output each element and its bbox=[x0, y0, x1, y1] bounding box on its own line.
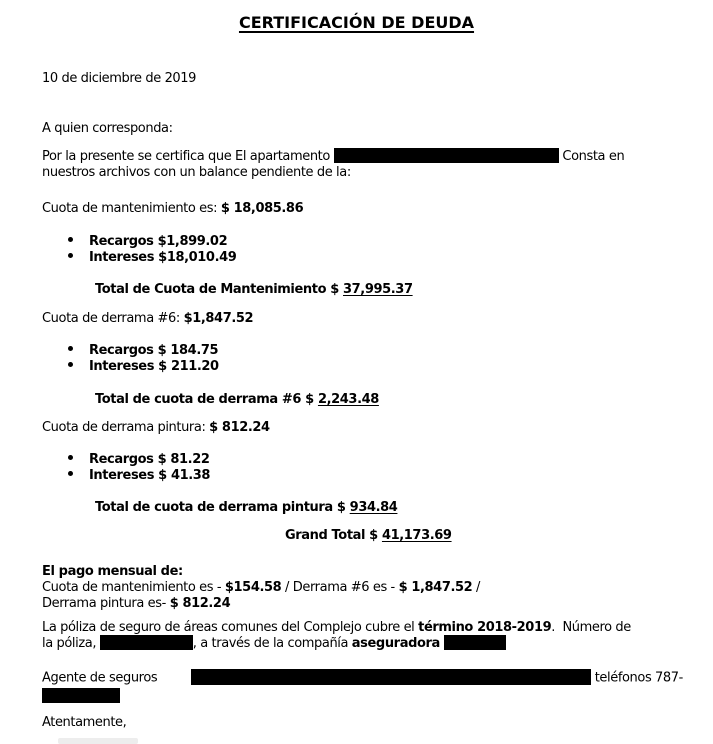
redaction-bar-insurance-company bbox=[444, 635, 506, 650]
insurance-aseguradora: aseguradora bbox=[351, 636, 440, 651]
maintenance-bullet-intereses bbox=[68, 250, 236, 266]
monthly-amount: $154.58 bbox=[224, 580, 282, 595]
pintura-bullet-recargos bbox=[68, 452, 210, 468]
insurance-term: término 2018-2019 bbox=[418, 620, 552, 635]
monthly-line-1 bbox=[42, 580, 480, 596]
bullet-text: Recargos $ 184.75 bbox=[89, 343, 219, 358]
total-amount: 2,243.48 bbox=[317, 392, 379, 407]
intro-line-2: nuestros archivos con un balance pendiente de la: bbox=[42, 165, 351, 180]
agent-text: teléfonos 787- bbox=[590, 670, 683, 686]
maintenance-total bbox=[95, 282, 413, 298]
monthly-title: El pago mensual de: bbox=[42, 564, 183, 579]
signature-faint-remnant bbox=[58, 738, 138, 744]
derrama6-header-label: Cuota de derrama #6: bbox=[42, 311, 184, 326]
bullet-text: Intereses $18,010.49 bbox=[89, 250, 237, 265]
total-label: Total de Cuota de Mantenimiento $ bbox=[95, 282, 343, 297]
redaction-bar-agent-name bbox=[191, 669, 591, 685]
redaction-bar-policy-number bbox=[100, 635, 193, 650]
bullet-text: Recargos $1,899.02 bbox=[89, 234, 228, 249]
pintura-header bbox=[42, 420, 270, 436]
insurance-text: la póliza, bbox=[42, 636, 100, 651]
grand-total-amount: 41,173.69 bbox=[381, 528, 452, 543]
insurance-text: La póliza de seguro de áreas comunes del Complejo cubre el bbox=[42, 620, 419, 635]
intro-text-post: Consta en bbox=[558, 149, 625, 164]
total-label: Total de cuota de derrama pintura $ bbox=[95, 500, 350, 515]
derrama6-bullet-recargos bbox=[68, 343, 218, 359]
monthly-amount: $ 1,847.52 bbox=[398, 580, 473, 595]
redaction-bar-agent-phone bbox=[42, 688, 120, 703]
document-date: 10 de diciembre de 2019 bbox=[42, 71, 197, 86]
insurance-line-2 bbox=[42, 636, 506, 652]
maintenance-bullet-recargos bbox=[68, 234, 227, 250]
grand-total-label: Grand Total $ bbox=[285, 528, 382, 543]
bullet-text: Intereses $ 211.20 bbox=[89, 359, 219, 374]
agent-line bbox=[42, 670, 683, 687]
monthly-text: / bbox=[472, 580, 481, 595]
total-label: Total de cuota de derrama #6 $ bbox=[95, 392, 318, 407]
bullet-icon bbox=[68, 253, 73, 258]
maintenance-header bbox=[42, 201, 303, 217]
insurance-text: , a través de la compañía bbox=[192, 636, 352, 651]
insurance-text: . Número de bbox=[551, 620, 631, 635]
derrama6-header-amount: $1,847.52 bbox=[183, 311, 254, 326]
derrama6-header bbox=[42, 311, 253, 327]
monthly-text: Derrama pintura es- bbox=[42, 596, 170, 611]
bullet-icon bbox=[68, 237, 73, 242]
closing: Atentamente, bbox=[42, 715, 127, 730]
pintura-total bbox=[95, 500, 397, 516]
monthly-amount: $ 812.24 bbox=[169, 596, 231, 611]
pintura-header-amount: $ 812.24 bbox=[209, 420, 270, 435]
intro-line-1 bbox=[42, 149, 624, 165]
maintenance-header-amount: $ 18,085.86 bbox=[220, 201, 304, 216]
total-amount: 37,995.37 bbox=[343, 282, 413, 297]
bullet-icon bbox=[68, 346, 73, 351]
bullet-icon bbox=[68, 455, 73, 460]
salutation: A quien corresponda: bbox=[42, 121, 173, 136]
maintenance-header-label: Cuota de mantenimiento es: bbox=[42, 201, 221, 216]
insurance-line-1 bbox=[42, 620, 631, 636]
derrama6-bullet-intereses bbox=[68, 359, 219, 375]
derrama6-total bbox=[95, 392, 379, 408]
bullet-text: Recargos $ 81.22 bbox=[89, 452, 210, 467]
redaction-bar-apartment bbox=[334, 148, 559, 163]
monthly-line-2 bbox=[42, 596, 230, 612]
document-title: CERTIFICACIÓN DE DEUDA bbox=[238, 13, 475, 32]
monthly-text: / Derrama #6 es - bbox=[281, 580, 399, 595]
grand-total bbox=[285, 528, 452, 544]
pintura-header-label: Cuota de derrama pintura: bbox=[42, 420, 210, 435]
bullet-icon bbox=[68, 362, 73, 367]
bullet-icon bbox=[68, 471, 73, 476]
bullet-text: Intereses $ 41.38 bbox=[89, 468, 211, 483]
total-amount: 934.84 bbox=[349, 500, 398, 515]
pintura-bullet-intereses bbox=[68, 468, 210, 484]
agent-text: Agente de seguros bbox=[42, 670, 161, 686]
intro-text-pre: Por la presente se certifica que El apartamento bbox=[42, 149, 334, 164]
monthly-text: Cuota de mantenimiento es - bbox=[42, 580, 225, 595]
